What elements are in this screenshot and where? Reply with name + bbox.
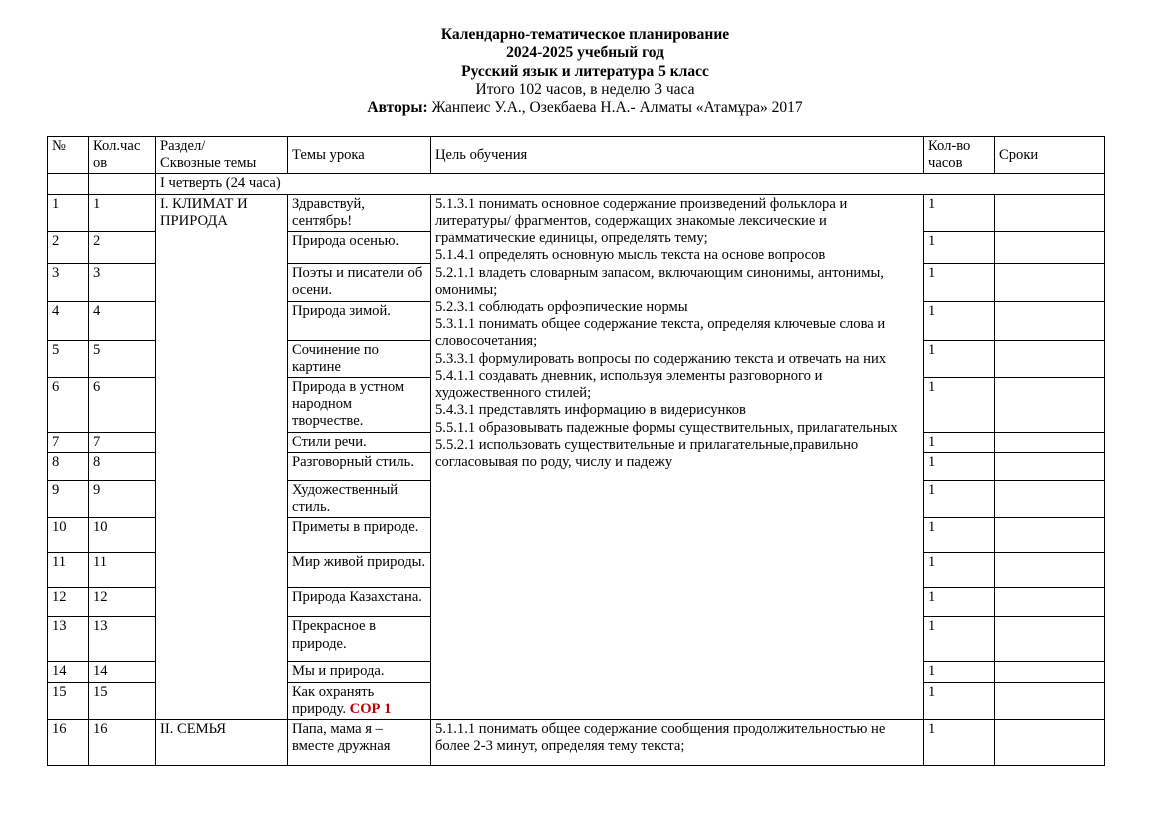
cell-number: 5 [48,340,89,377]
cell-number: 6 [48,377,89,432]
cell-hours-count: 10 [89,518,156,553]
cell-dates [995,301,1105,340]
learning-objective-line: 5.3.1.1 понимать общее содержание текста, определяя ключевые слова и словосочетания; [435,316,886,350]
cell-quantity-hours: 1 [924,452,995,480]
cell-number: 9 [48,480,89,517]
cell-quantity-hours: 1 [924,264,995,301]
cell-lesson-topic: Природа осенью. [288,232,431,264]
cell-dates [995,264,1105,301]
cell-quantity-hours: 1 [924,232,995,264]
table-body [48,174,1105,766]
cell-hours-count: 15 [89,682,156,719]
table-head [48,137,1105,174]
cell-number: 1 [48,194,89,231]
cell-dates [995,232,1105,264]
ktp-table [47,136,1105,766]
cell-dates [995,452,1105,480]
col-header-hours-line2: ов [93,155,108,172]
cell-dates [995,682,1105,719]
learning-objective-line: 5.2.3.1 соблюдать орфоэпические нормы [435,298,688,315]
quarter-banner-hours-cell [89,174,156,194]
cell-number: 16 [48,719,89,765]
cell-quantity-hours: 1 [924,682,995,719]
col-header-section [156,137,288,174]
cell-number: 14 [48,662,89,682]
cell-dates [995,432,1105,452]
page-title: Календарно-тематическое планирование [440,26,730,43]
authors-label: Авторы: [367,99,428,117]
cell-lesson-topic: Прекрасное в природе. [288,617,431,662]
col-header-dates: Сроки [995,137,1105,174]
cell-hours-count: 9 [89,480,156,517]
cell-lesson-topic: Приметы в природе. [288,518,431,553]
cell-lesson-topic: Как охранять природу. СОР 1 [288,682,431,719]
cell-hours-count: 4 [89,301,156,340]
cell-dates [995,377,1105,432]
cell-quantity-hours: 1 [924,480,995,517]
cell-quantity-hours: 1 [924,301,995,340]
cell-number: 4 [48,301,89,340]
cell-hours-count: 12 [89,588,156,617]
col-header-quantity-line1: Кол-во [928,138,971,154]
cell-lesson-topic: Сочинение по картине [288,340,431,377]
cell-quantity-hours: 1 [924,617,995,662]
cell-dates [995,340,1105,377]
cell-number: 11 [48,553,89,588]
authors-value: Жанпеис У.А., Озекбаева Н.А.- Алматы «Атамұра» 2017 [427,99,803,117]
cell-quantity-hours: 1 [924,194,995,231]
cell-lesson-topic: Природа Казахстана. [288,588,431,617]
col-header-quantity [924,137,995,174]
cell-dates [995,480,1105,517]
cell-hours-count: 16 [89,719,156,765]
cell-lesson-topic: Природа зимой. [288,301,431,340]
cell-number: 12 [48,588,89,617]
col-header-hours-count [89,137,156,174]
cell-dates [995,617,1105,662]
cell-dates [995,588,1105,617]
col-header-hours-line1: Кол.час [93,138,141,154]
quarter-banner-label: I четверть (24 часа) [156,174,1105,194]
cell-hours-count: 2 [89,232,156,264]
cell-learning-objectives [431,719,924,765]
cell-dates [995,194,1105,231]
col-header-section-line1: Раздел/ [160,138,206,154]
cell-lesson-topic: Здравствуй, сентябрь! [288,194,431,231]
cell-lesson-topic: Художественный стиль. [288,480,431,517]
learning-objective-line: 5.2.1.1 владеть словарным запасом, включающим синонимы, антонимы, омонимы; [435,264,884,298]
document-header [0,0,1170,117]
cell-hours-count: 11 [89,553,156,588]
cell-hours-count: 3 [89,264,156,301]
col-header-goal: Цель обучения [431,137,924,174]
cell-hours-count: 6 [89,377,156,432]
quarter-banner-row [48,174,1105,194]
cell-section-family: II. СЕМЬЯ [156,719,288,765]
cell-quantity-hours: 1 [924,553,995,588]
table-row [48,194,1105,231]
cell-number: 2 [48,232,89,264]
total-hours: Итого 102 часов, в неделю 3 часа [475,80,695,98]
cell-quantity-hours: 1 [924,340,995,377]
col-header-number: № [48,137,89,174]
cell-number: 7 [48,432,89,452]
learning-objective-line: 5.1.3.1 понимать основное содержание произведений фольклора и литературы/ фрагментов, содержащих знакомые лексические и грамматические единицы, определять тему; [435,195,848,247]
academic-year: 2024-2025 учебный год [506,44,664,62]
cell-hours-count: 1 [89,194,156,231]
table-row [48,719,1105,765]
cell-lesson-topic: Мы и природа. [288,662,431,682]
cell-number: 8 [48,452,89,480]
cell-quantity-hours: 1 [924,432,995,452]
cell-hours-count: 14 [89,662,156,682]
cell-number: 10 [48,518,89,553]
cell-quantity-hours: 1 [924,719,995,765]
subject-grade: Русский язык и литература 5 класс [461,62,709,80]
cell-dates [995,553,1105,588]
cell-learning-objectives [431,194,924,719]
cell-dates [995,518,1105,553]
cell-number: 15 [48,682,89,719]
quarter-banner-num-cell [48,174,89,194]
cell-lesson-topic: Разговорный стиль. [288,452,431,480]
cell-quantity-hours: 1 [924,662,995,682]
col-header-section-line2: Сквозные темы [160,155,257,172]
learning-objective-line: 5.4.1.1 создавать дневник, используя элементы разговорного и художественного стилей; [435,367,823,402]
learning-objective-line: 5.4.3.1 представлять информацию в видерисунков [435,402,746,419]
cell-lesson-topic: Природа в устном народном творчестве. [288,377,431,432]
cell-hours-count: 13 [89,617,156,662]
cell-number: 3 [48,264,89,301]
cell-lesson-topic: Поэты и писатели об осени. [288,264,431,301]
authors-line [0,99,1170,117]
cell-hours-count: 5 [89,340,156,377]
cell-lesson-topic: Стили речи. [288,432,431,452]
table-header-row [48,137,1105,174]
cell-hours-count: 8 [89,452,156,480]
cell-lesson-topic: Папа, мама я – вместе дружная [288,719,431,765]
learning-objective-line: 5.3.3.1 формулировать вопросы по содержанию текста и отвечать на них [435,350,887,367]
col-header-quantity-line2: часов [928,155,963,172]
cell-number: 13 [48,617,89,662]
cell-quantity-hours: 1 [924,518,995,553]
learning-objective-line: 5.1.1.1 понимать общее содержание сообщения продолжительностью не более 2-3 минут, определяя тему текста; [435,720,886,755]
cell-lesson-topic: Мир живой природы. [288,553,431,588]
learning-objective-line: 5.5.1.1 образовывать падежные формы существительных, прилагательных [435,419,898,436]
status-badge: СОР 1 [349,700,392,717]
cell-section-climate-nature: I. КЛИМАТ И ПРИРОДА [156,194,288,719]
cell-dates [995,719,1105,765]
cell-quantity-hours: 1 [924,377,995,432]
ktp-table-container [47,136,1104,766]
cell-dates [995,662,1105,682]
learning-objective-line: 5.1.4.1 определять основную мысль текста на основе вопросов [435,247,826,264]
cell-quantity-hours: 1 [924,588,995,617]
learning-objective-line: 5.5.2.1 использовать существительные и прилагательные,правильно согласовывая по роду, числу и падежу [435,436,859,470]
col-header-topic: Темы урока [288,137,431,174]
cell-hours-count: 7 [89,432,156,452]
